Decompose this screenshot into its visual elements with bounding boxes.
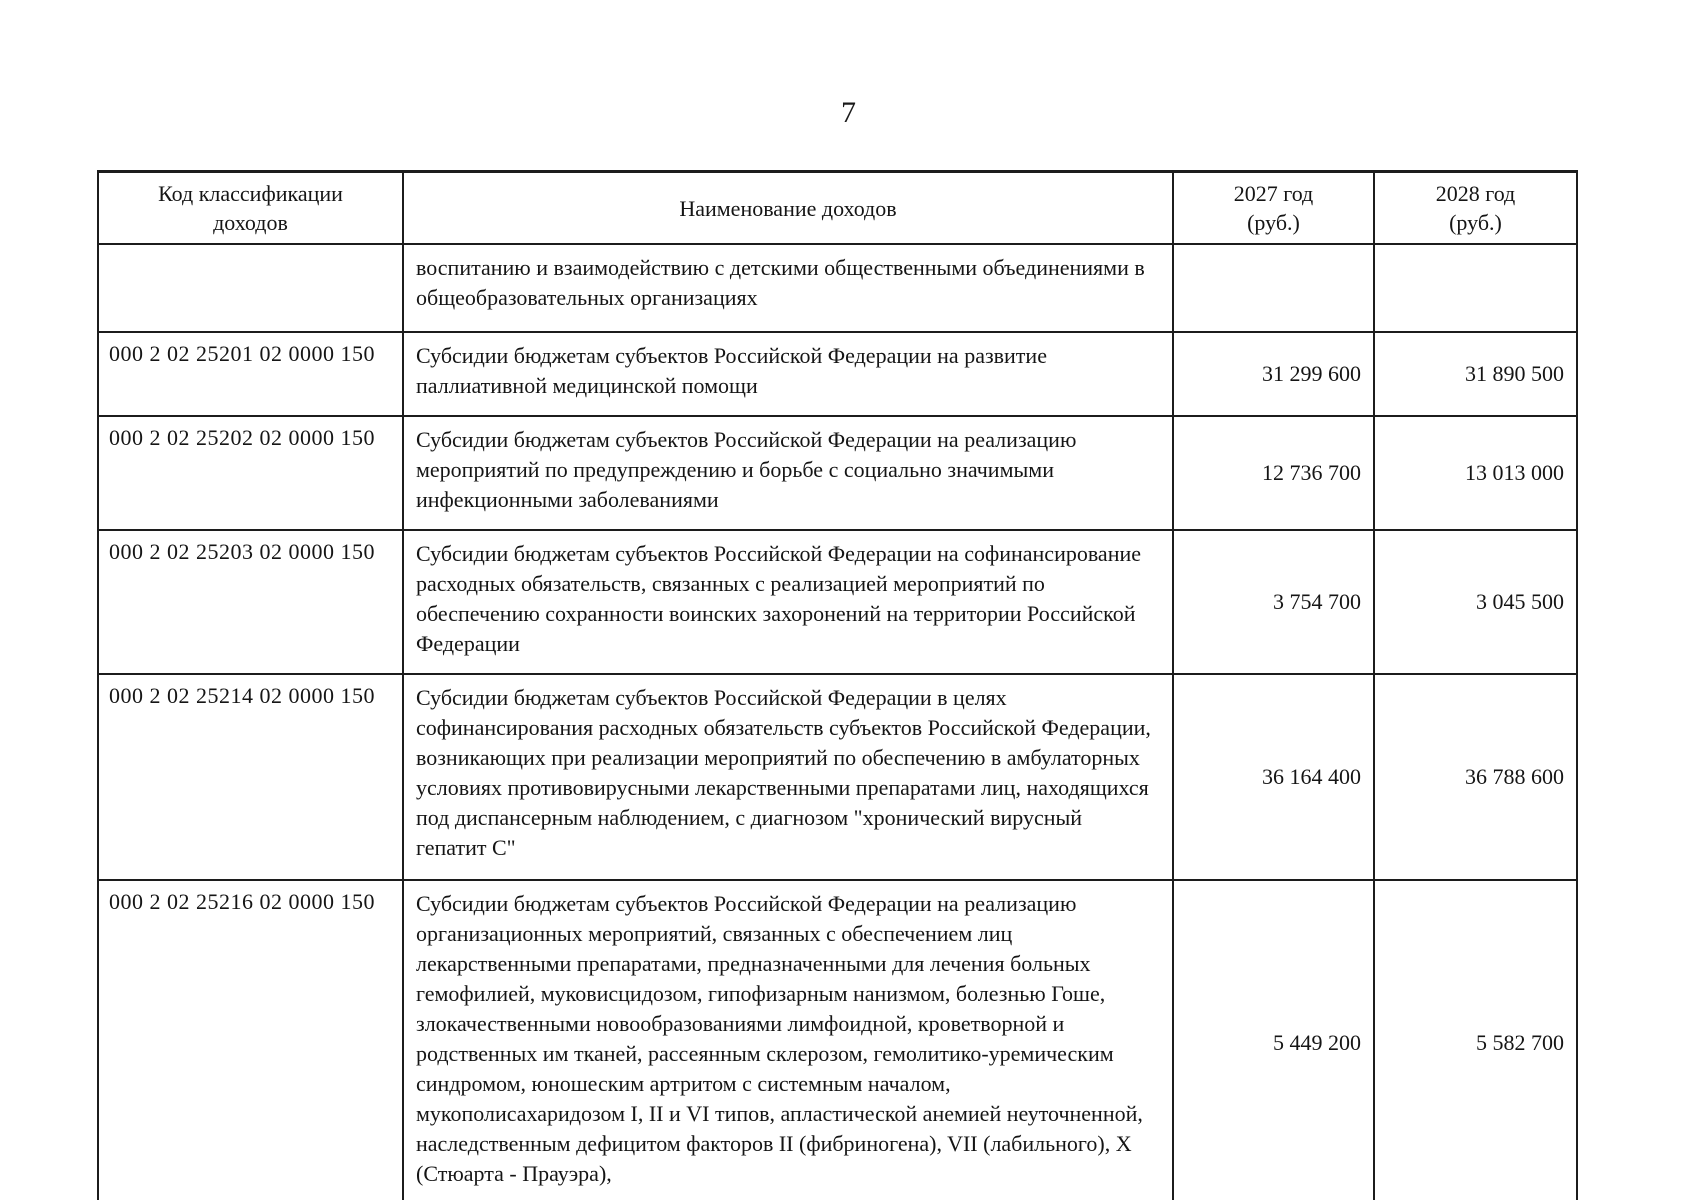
row-code: 000 2 02 25201 02 0000 150 (98, 332, 403, 416)
table-row (98, 416, 1577, 530)
table-row (98, 332, 1577, 416)
table-row (98, 530, 1577, 674)
row-code (98, 244, 403, 332)
header-2027-column (1173, 172, 1374, 245)
row-value-2027: 12 736 700 (1173, 416, 1374, 530)
row-value-2028: 3 045 500 (1374, 530, 1577, 674)
row-name: Субсидии бюджетам субъектов Российской Федерации на софинансирование расходных обязательств, связанных с реализацией мероприятий по обеспечению сохранности воинских захоронений на территории Российской Федерации (403, 530, 1173, 674)
row-code: 000 2 02 25214 02 0000 150 (98, 674, 403, 880)
row-value-2027 (1173, 244, 1374, 332)
header-2027-year: 2027 год (1233, 181, 1314, 206)
header-code-line2: доходов (213, 210, 288, 235)
header-2028-unit: (руб.) (1449, 210, 1502, 235)
row-name: Субсидии бюджетам субъектов Российской Федерации на реализацию организационных мероприятий, связанных с обеспечением лиц лекарственными препаратами, предназначенными для лечения больных гемофилией, муковисцидозом, гипофизарным нанизмом, болезнью Гоше, злокачественными новообразованиями лимфоидной, кроветворной и родственных им тканей, рассеянным склерозом, гемолитико-уремическим синдромом, юношеским артритом с системным началом, мукополисахаридозом I, II и VI типов, апластической анемией неуточненной, наследственным дефицитом факторов II (фибриногена), VII (лабильного), X (Стюарта - Прауэра), (403, 880, 1173, 1200)
row-value-2027: 5 449 200 (1173, 880, 1374, 1200)
page-number: 7 (841, 96, 856, 129)
revenue-table (97, 170, 1578, 1200)
table-row (98, 244, 1577, 332)
header-2027-unit: (руб.) (1247, 210, 1300, 235)
row-name: Субсидии бюджетам субъектов Российской Федерации в целях софинансирования расходных обязательств субъектов Российской Федерации, возникающих при реализации мероприятий по обеспечению в амбулаторных условиях противовирусными лекарственными препаратами лиц, находящихся под диспансерным наблюдением, с диагнозом "хронический вирусный гепатит С" (403, 674, 1173, 880)
header-code-column (98, 172, 403, 245)
row-value-2027: 31 299 600 (1173, 332, 1374, 416)
row-name: Субсидии бюджетам субъектов Российской Федерации на развитие паллиативной медицинской помощи (403, 332, 1173, 416)
row-code: 000 2 02 25202 02 0000 150 (98, 416, 403, 530)
header-2028-column (1374, 172, 1577, 245)
row-value-2028: 36 788 600 (1374, 674, 1577, 880)
row-value-2028: 13 013 000 (1374, 416, 1577, 530)
header-code-line1: Код классификации (158, 181, 343, 206)
row-code: 000 2 02 25203 02 0000 150 (98, 530, 403, 674)
table-header-row (98, 172, 1577, 245)
header-name-column: Наименование доходов (403, 172, 1173, 245)
header-2028-year: 2028 год (1435, 181, 1516, 206)
row-value-2027: 3 754 700 (1173, 530, 1374, 674)
row-value-2028 (1374, 244, 1577, 332)
table-row (98, 880, 1577, 1200)
row-name: Субсидии бюджетам субъектов Российской Федерации на реализацию мероприятий по предупреждению и борьбе с социально значимыми инфекционными заболеваниями (403, 416, 1173, 530)
row-value-2027: 36 164 400 (1173, 674, 1374, 880)
row-name: воспитанию и взаимодействию с детскими общественными объединениями в общеобразовательных организациях (403, 244, 1173, 332)
table-row (98, 674, 1577, 880)
row-code: 000 2 02 25216 02 0000 150 (98, 880, 403, 1200)
row-value-2028: 5 582 700 (1374, 880, 1577, 1200)
row-value-2028: 31 890 500 (1374, 332, 1577, 416)
